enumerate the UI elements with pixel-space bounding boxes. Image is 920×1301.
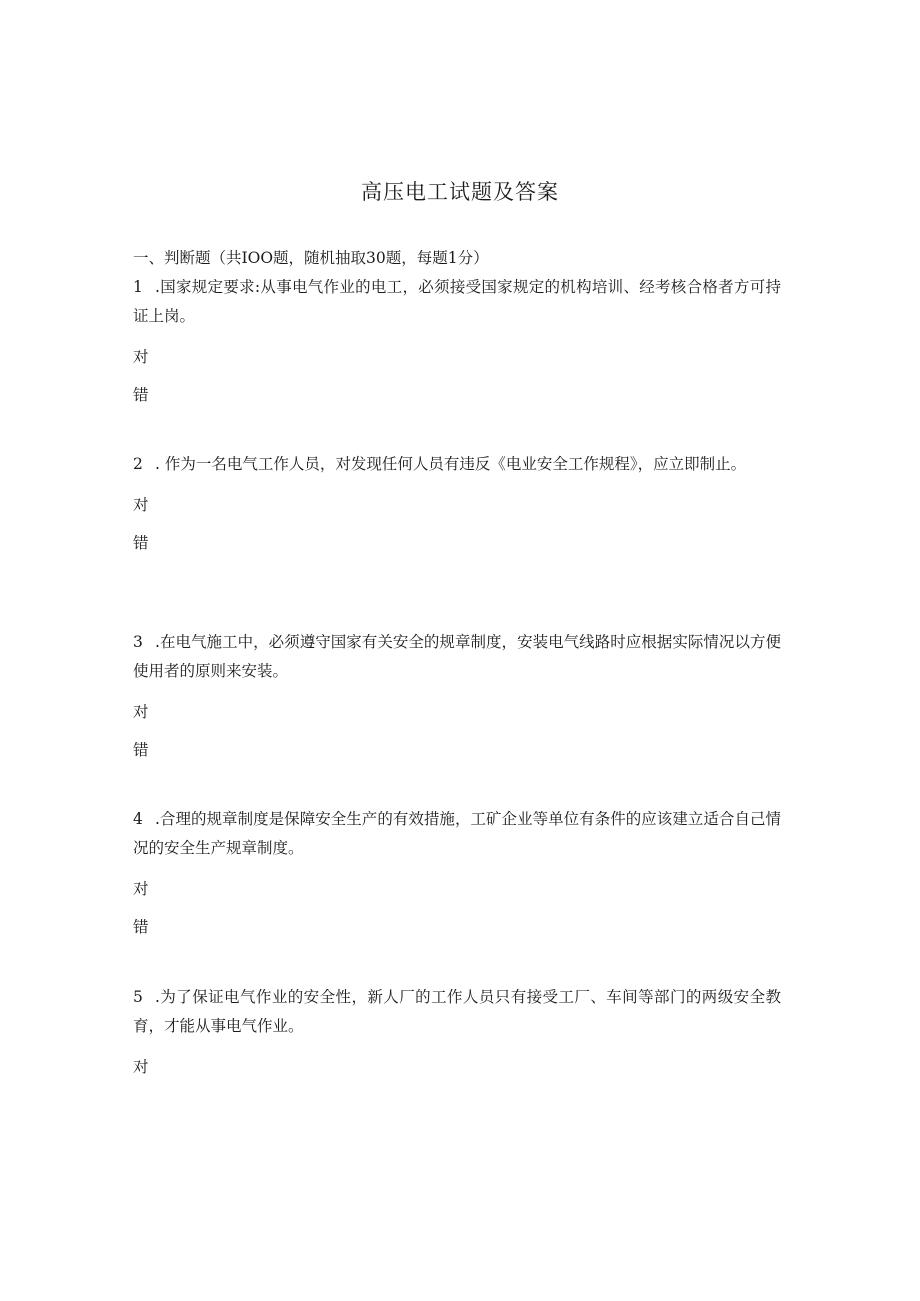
question-number: 4 [133, 810, 143, 828]
option-true[interactable]: 对 [133, 703, 149, 721]
question-body: .在电气施工中，必须遵守国家有关安全的规章制度，安装电气线路时应根据实际情况以方便使用者的原则来安装。 [133, 633, 781, 680]
question-text [133, 273, 781, 331]
question-text [133, 450, 781, 479]
question-body: . 作为一名电气工作人员，对发现任何人员有违反《电业安全工作规程》，应立即制止。 [155, 455, 747, 473]
question-1 [133, 273, 781, 405]
option-false[interactable]: 错 [133, 918, 149, 936]
option-false[interactable]: 错 [133, 386, 149, 404]
question-number: 2 [133, 455, 143, 473]
question-2 [133, 450, 781, 553]
question-body: .合理的规章制度是保障安全生产的有效措施，工矿企业等单位有条件的应该建立适合自己情况的安全生产规章制度。 [133, 810, 781, 857]
section-heading: 一、判断题（共IOO题，随机抽取30题，每题1分） [133, 249, 489, 267]
option-true[interactable]: 对 [133, 880, 149, 898]
option-true[interactable]: 对 [133, 496, 149, 514]
question-3 [133, 628, 781, 760]
question-text [133, 983, 781, 1041]
question-body: .为了保证电气作业的安全性，新人厂的工作人员只有接受工厂、车间等部门的两级安全教育，才能从事电气作业。 [133, 988, 781, 1035]
document-title: 高压电工试题及答案 [361, 180, 559, 204]
question-5 [133, 983, 781, 1077]
question-number: 3 [133, 633, 143, 651]
question-body: .国家规定要求:从事电气作业的电工，必须接受国家规定的机构培训、经考核合格者方可持证上岗。 [133, 278, 781, 325]
question-number: 5 [133, 988, 143, 1006]
question-number: 1 [133, 278, 143, 296]
option-true[interactable]: 对 [133, 1058, 149, 1076]
question-text [133, 805, 781, 863]
option-false[interactable]: 错 [133, 534, 149, 552]
option-false[interactable]: 错 [133, 741, 149, 759]
question-4 [133, 805, 781, 937]
question-text [133, 628, 781, 686]
option-true[interactable]: 对 [133, 348, 149, 366]
